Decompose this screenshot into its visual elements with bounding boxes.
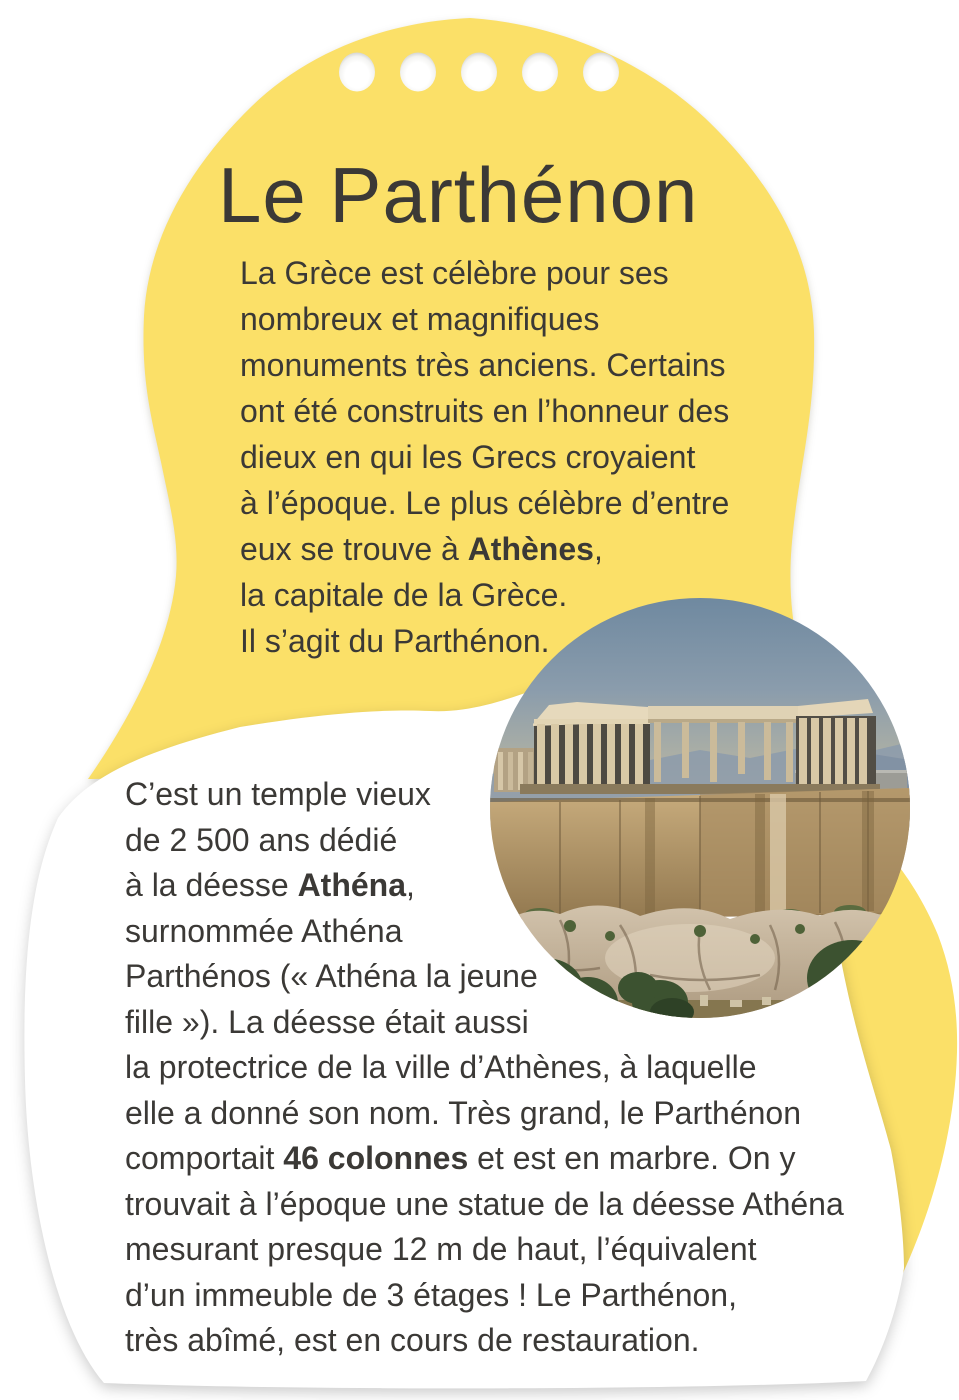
text-line: d’un immeuble de 3 étages ! Le Parthénon, [125, 1276, 737, 1313]
text-line: La Grèce est célèbre pour ses [240, 255, 669, 291]
punch-hole-icon [339, 53, 375, 92]
text-line: à la déesse Athéna, [125, 867, 415, 903]
text-line: mesurant presque 12 m de haut, l’équivalent [125, 1231, 757, 1267]
text-line: la protectrice de la ville d’Athènes, à laquelle [125, 1049, 757, 1085]
text-line: dieux en qui les Grecs croyaient [240, 439, 696, 475]
text-line: elle a donné son nom. Très grand, le Parthénon [125, 1094, 801, 1131]
text-line: très abîmé, est en cours de restauration. [125, 1322, 700, 1358]
intro-paragraph [240, 250, 729, 664]
text-line: C’est un temple vieux [125, 776, 431, 812]
text-line: monuments très anciens. Certains [240, 347, 726, 383]
punch-hole-icon [522, 53, 558, 92]
text-line: de 2 500 ans dédié [125, 821, 398, 858]
text-line: trouvait à l’époque une statue de la déesse Athéna [125, 1185, 844, 1222]
text-line: nombreux et magnifiques [240, 301, 600, 337]
text-line: surnommée Athéna [125, 912, 403, 949]
text-line: ont été construits en l’honneur des [240, 393, 730, 429]
body-paragraph [125, 772, 844, 1364]
page-title: Le Parthénon [218, 151, 699, 239]
text-line: eux se trouve à Athènes, [240, 531, 603, 567]
punch-hole-icon [400, 53, 436, 92]
text-line: à l’époque. Le plus célèbre d’entre [240, 485, 730, 521]
punch-hole-icon [583, 53, 619, 92]
text-line: comportait 46 colonnes et est en marbre. On y [125, 1140, 796, 1176]
text-line: fille »). La déesse était aussi [125, 1003, 529, 1040]
text-line: Parthénos (« Athéna la jeune [125, 958, 538, 994]
punch-hole-icon [461, 53, 497, 92]
text-line: Il s’agit du Parthénon. [240, 623, 550, 659]
text-line: la capitale de la Grèce. [240, 577, 568, 613]
